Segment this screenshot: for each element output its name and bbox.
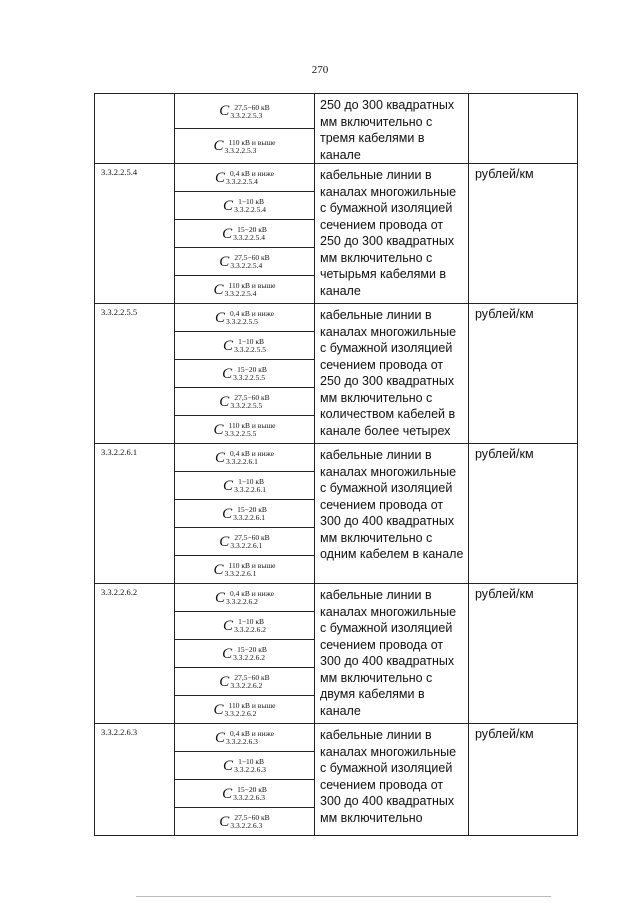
tariff-formula (222, 366, 267, 382)
row-description: 250 до 300 квадратных мм включительно с тремя кабелями в канале (315, 94, 469, 164)
row-unit: рублей/км (469, 304, 578, 444)
row-code: 3.3.2.2.6.2 (95, 584, 175, 724)
formula-index: 3.3.2.2.5.5 (233, 373, 265, 382)
tariff-symbol-cell (175, 584, 315, 612)
tariff-formula (223, 198, 266, 214)
tariff-symbol-cell (175, 388, 315, 416)
tariff-formula (222, 226, 267, 242)
formula-symbol-c: C (222, 225, 233, 242)
tariff-symbol-cell (175, 332, 315, 360)
tariff-formula (215, 450, 274, 466)
formula-symbol-c: C (213, 421, 224, 438)
formula-index: 3.3.2.2.6.1 (230, 541, 263, 550)
row-unit: рублей/км (469, 584, 578, 724)
voltage-class: 0,4 кВ и ниже (229, 729, 275, 738)
tariff-formula (219, 814, 269, 830)
formula-symbol-c: C (214, 729, 225, 746)
tariff-formula (223, 338, 266, 354)
formula-scripts (230, 104, 269, 120)
formula-symbol-c: C (222, 505, 233, 522)
row-code-cell (95, 94, 175, 164)
formula-symbol-c: C (214, 589, 225, 606)
row-description: кабельные линии в каналах многожильные с бумажной изоляцией сечением провода от 250 до 300 квадратных мм включительно с четырьмя кабелями в канале (315, 164, 469, 304)
tariff-formula (215, 310, 274, 326)
voltage-class: 1−10 кВ (238, 757, 265, 766)
row-description: кабельные линии в каналах многожильные с бумажной изоляцией сечением провода от 300 до 400 квадратных мм включительно с двумя кабелями в канале (315, 584, 469, 724)
tariff-formula (215, 730, 274, 746)
formula-scripts (226, 730, 274, 746)
tariff-formula (222, 646, 267, 662)
table-row (95, 164, 578, 192)
tariff-symbol-cell (175, 416, 315, 444)
voltage-class: 110 кВ и выше (228, 137, 276, 147)
voltage-class: 0,4 кВ и ниже (229, 309, 275, 318)
formula-index: 3.3.2.2.5.4 (230, 261, 263, 270)
formula-index: 3.3.2.2.5.5 (224, 429, 257, 438)
tariff-symbol-cell (175, 192, 315, 220)
formula-index: 3.3.2.2.5.4 (224, 289, 257, 298)
voltage-class: 110 кВ и выше (228, 561, 276, 570)
formula-scripts (225, 702, 276, 718)
tariff-symbol-cell (175, 248, 315, 276)
tariff-formula (219, 394, 269, 410)
row-code: 3.3.2.2.5.4 (95, 164, 175, 304)
tariff-symbol-cell (175, 472, 315, 500)
bottom-rule (136, 896, 551, 897)
tariff-formula (223, 478, 266, 494)
tariff-symbol-cell (175, 360, 315, 388)
formula-scripts (230, 534, 269, 550)
formula-symbol-c: C (213, 281, 224, 298)
formula-symbol-c: C (214, 309, 225, 326)
voltage-class: 27,5−60 кВ (234, 673, 270, 682)
table-row (95, 94, 578, 129)
formula-index: 3.3.2.2.6.3 (234, 765, 266, 774)
tariff-formula (214, 422, 276, 438)
voltage-class: 0,4 кВ и ниже (229, 169, 275, 178)
formula-scripts (234, 478, 266, 494)
tariff-formula (219, 674, 269, 690)
tariff-symbol-cell (175, 612, 315, 640)
tariff-formula (214, 702, 276, 718)
formula-scripts (226, 310, 274, 326)
row-unit: рублей/км (469, 164, 578, 304)
tariff-symbol-cell (175, 528, 315, 556)
formula-scripts (226, 450, 274, 466)
formula-index: 3.3.2.2.5.5 (230, 401, 263, 410)
formula-scripts (233, 646, 267, 662)
formula-scripts (230, 254, 269, 270)
tariff-formula (222, 786, 267, 802)
tariff-symbol-cell (175, 640, 315, 668)
formula-scripts (230, 674, 269, 690)
voltage-class: 27,5−60 кВ (234, 253, 270, 262)
tariff-formula (214, 139, 276, 155)
formula-index: 3.3.2.2.6.2 (233, 653, 265, 662)
row-code: 3.3.2.2.6.1 (95, 444, 175, 584)
voltage-class: 1−10 кВ (238, 337, 265, 346)
formula-symbol-c: C (213, 138, 224, 154)
formula-index: 3.3.2.2.6.1 (224, 569, 257, 578)
formula-symbol-c: C (219, 673, 230, 690)
formula-symbol-c: C (213, 701, 224, 718)
formula-index: 3.3.2.2.6.1 (225, 457, 258, 466)
formula-index: 3.3.2.2.6.2 (224, 709, 257, 718)
voltage-class: 0,4 кВ и ниже (229, 589, 275, 598)
table-row (95, 444, 578, 472)
formula-index: 3.3.2.2.6.2 (230, 681, 263, 690)
formula-symbol-c: C (213, 561, 224, 578)
voltage-class: 15−20 кВ (237, 225, 267, 234)
formula-index: 3.3.2.2.6.2 (234, 625, 266, 634)
tariff-symbol-cell (175, 752, 315, 780)
formula-scripts (230, 814, 269, 830)
formula-index: 3.3.2.2.5.5 (234, 345, 266, 354)
formula-symbol-c: C (219, 393, 230, 410)
voltage-class: 0,4 кВ и ниже (229, 449, 275, 458)
formula-symbol-c: C (219, 103, 230, 119)
tariff-symbol-cell (175, 668, 315, 696)
formula-symbol-c: C (222, 645, 233, 662)
formula-index: 3.3.2.2.5.3 (230, 110, 263, 120)
tariff-symbol-cell (175, 500, 315, 528)
formula-scripts (225, 282, 276, 298)
tariff-symbol-cell (175, 556, 315, 584)
formula-index: 3.3.2.2.5.4 (225, 177, 258, 186)
formula-symbol-c: C (214, 449, 225, 466)
voltage-class: 27,5−60 кВ (234, 102, 270, 112)
formula-index: 3.3.2.2.5.5 (225, 317, 258, 326)
formula-scripts (225, 422, 276, 438)
voltage-class: 1−10 кВ (238, 477, 265, 486)
formula-symbol-c: C (214, 169, 225, 186)
formula-scripts (234, 618, 266, 634)
formula-index: 3.3.2.2.6.3 (230, 821, 263, 830)
rates-table (94, 93, 578, 836)
voltage-class: 27,5−60 кВ (234, 813, 270, 822)
formula-symbol-c: C (223, 757, 234, 774)
formula-scripts (225, 139, 276, 155)
row-description: кабельные линии в каналах многожильные с бумажной изоляцией сечением провода от 250 до 300 квадратных мм включительно с количеством кабелей в канале более четырех (315, 304, 469, 444)
tariff-symbol-cell (175, 129, 315, 164)
tariff-formula (223, 618, 266, 634)
voltage-class: 110 кВ и выше (228, 421, 276, 430)
table-row (95, 584, 578, 612)
formula-scripts (233, 366, 267, 382)
tariff-symbol-cell (175, 304, 315, 332)
formula-index: 3.3.2.2.6.3 (233, 793, 265, 802)
tariff-symbol-cell (175, 276, 315, 304)
tariff-formula (215, 590, 274, 606)
tariff-symbol-cell (175, 780, 315, 808)
formula-scripts (226, 170, 274, 186)
voltage-class: 27,5−60 кВ (234, 533, 270, 542)
voltage-class: 110 кВ и выше (228, 281, 276, 290)
tariff-symbol-cell (175, 220, 315, 248)
tariff-formula (222, 506, 267, 522)
tariff-formula (219, 254, 269, 270)
row-description: кабельные линии в каналах многожильные с бумажной изоляцией сечением провода от 300 до 400 квадратных мм включительно с одним кабелем в канале (315, 444, 469, 584)
table-row (95, 724, 578, 752)
table-row (95, 304, 578, 332)
voltage-class: 15−20 кВ (237, 505, 267, 514)
tariff-formula (214, 282, 276, 298)
voltage-class: 1−10 кВ (238, 197, 265, 206)
formula-index: 3.3.2.2.6.1 (234, 485, 266, 494)
formula-scripts (233, 786, 267, 802)
row-unit: рублей/км (469, 444, 578, 584)
voltage-class: 1−10 кВ (238, 617, 265, 626)
formula-scripts (226, 590, 274, 606)
formula-scripts (233, 226, 267, 242)
tariff-formula (219, 104, 269, 120)
page-number: 270 (311, 64, 329, 76)
formula-symbol-c: C (222, 785, 233, 802)
voltage-class: 27,5−60 кВ (234, 393, 270, 402)
tariff-formula (215, 170, 274, 186)
formula-index: 3.3.2.2.5.4 (233, 233, 265, 242)
formula-symbol-c: C (219, 813, 230, 830)
tariff-formula (223, 758, 266, 774)
voltage-class: 15−20 кВ (237, 785, 267, 794)
tariff-symbol-cell (175, 164, 315, 192)
formula-index: 3.3.2.2.6.3 (225, 737, 258, 746)
row-description: кабельные линии в каналах многожильные с бумажной изоляцией сечением провода от 300 до 400 квадратных мм включительно (315, 724, 469, 836)
formula-scripts (233, 506, 267, 522)
tariff-symbol-cell (175, 444, 315, 472)
formula-symbol-c: C (223, 197, 234, 214)
formula-symbol-c: C (223, 337, 234, 354)
row-code: 3.3.2.2.6.3 (95, 724, 175, 836)
formula-symbol-c: C (223, 617, 234, 634)
tariff-symbol-cell (175, 808, 315, 836)
formula-index: 3.3.2.2.5.3 (224, 145, 257, 155)
formula-index: 3.3.2.2.5.4 (234, 205, 266, 214)
row-unit (469, 94, 578, 164)
row-code: 3.3.2.2.5.5 (95, 304, 175, 444)
formula-symbol-c: C (222, 365, 233, 382)
voltage-class: 15−20 кВ (237, 645, 267, 654)
formula-symbol-c: C (219, 253, 230, 270)
formula-index: 3.3.2.2.6.1 (233, 513, 265, 522)
formula-index: 3.3.2.2.6.2 (225, 597, 258, 606)
formula-symbol-c: C (219, 533, 230, 550)
formula-scripts (234, 338, 266, 354)
tariff-formula (214, 562, 276, 578)
formula-scripts (234, 198, 266, 214)
formula-symbol-c: C (223, 477, 234, 494)
tariff-formula (219, 534, 269, 550)
formula-scripts (225, 562, 276, 578)
row-unit: рублей/км (469, 724, 578, 836)
tariff-symbol-cell (175, 724, 315, 752)
rates-table-body (95, 94, 578, 836)
tariff-symbol-cell (175, 696, 315, 724)
voltage-class: 15−20 кВ (237, 365, 267, 374)
formula-scripts (230, 394, 269, 410)
formula-scripts (234, 758, 266, 774)
tariff-symbol-cell (175, 94, 315, 129)
voltage-class: 110 кВ и выше (228, 701, 276, 710)
